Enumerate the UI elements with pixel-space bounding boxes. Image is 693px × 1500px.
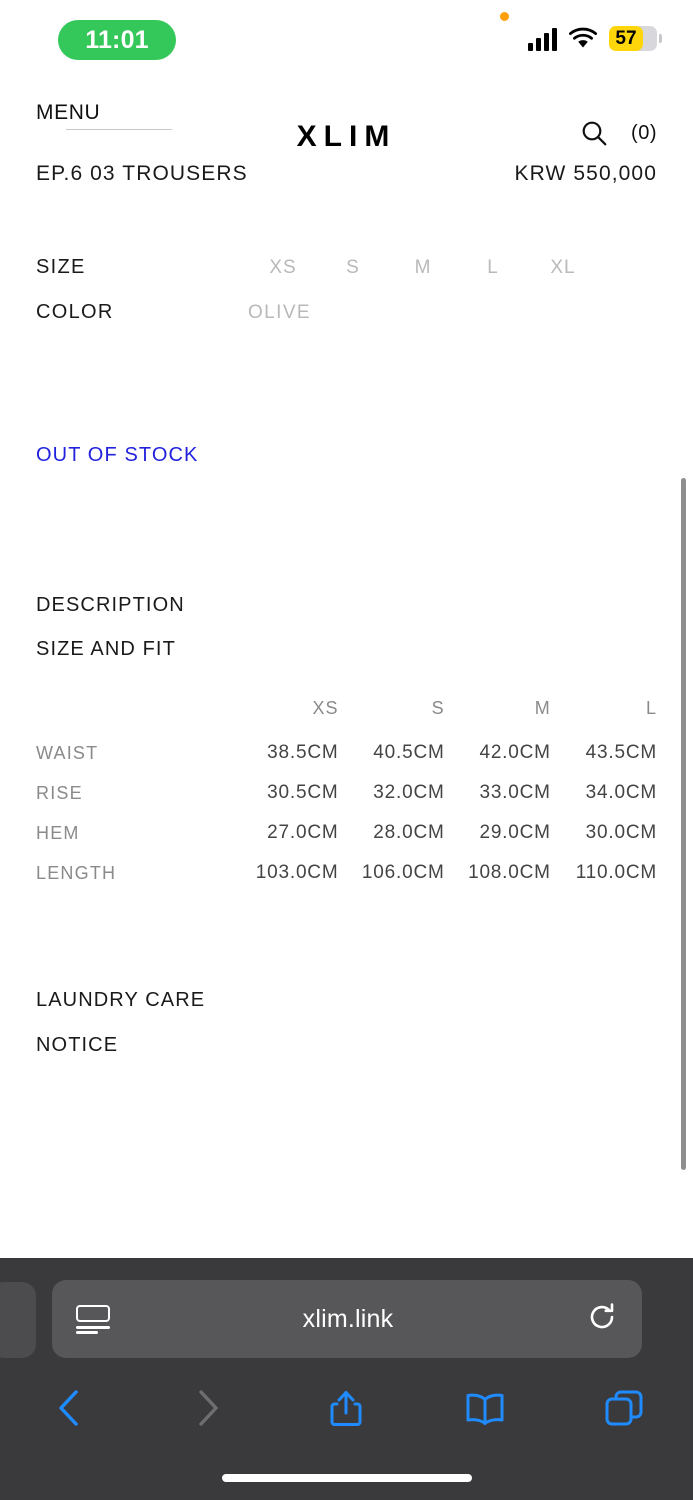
table-row	[36, 773, 657, 813]
table-row	[36, 813, 657, 853]
tabs-button[interactable]	[554, 1362, 693, 1456]
table-header-xs: XS	[312, 698, 339, 718]
status-clock: 11:01	[58, 20, 176, 60]
status-icons	[528, 26, 657, 51]
menu-button[interactable]: MENU	[36, 101, 101, 124]
web-page-content	[0, 78, 693, 1258]
home-indicator[interactable]	[222, 1474, 472, 1482]
table-row	[36, 853, 657, 893]
wifi-icon	[568, 27, 598, 51]
cell-rise-s: 32.0CM	[373, 782, 445, 803]
table-header-s: S	[431, 698, 445, 718]
cell-hem-s: 28.0CM	[373, 822, 445, 843]
browser-toolbar	[0, 1362, 693, 1456]
cell-length-xs: 103.0CM	[255, 862, 339, 883]
cart-count[interactable]: (0)	[631, 121, 657, 144]
reload-icon[interactable]	[586, 1301, 618, 1338]
search-icon[interactable]	[581, 120, 607, 146]
cell-length-m: 108.0CM	[468, 862, 551, 883]
row-label-rise: RISE	[36, 782, 83, 803]
size-options	[248, 257, 598, 279]
size-option-s[interactable]: S	[346, 256, 360, 278]
product-name: EP.6 03 TROUSERS	[36, 162, 248, 185]
status-bar	[0, 0, 693, 78]
cell-hem-l: 30.0CM	[585, 822, 657, 843]
share-button[interactable]	[277, 1362, 416, 1456]
table-header-row	[36, 698, 657, 733]
product-price: KRW 550,000	[514, 162, 657, 185]
header-actions	[581, 120, 657, 146]
section-size-and-fit[interactable]: SIZE AND FIT	[36, 638, 176, 660]
tabs-icon	[604, 1388, 644, 1431]
tab-strip	[0, 1258, 693, 1362]
cellular-signal-icon	[528, 27, 557, 51]
size-option-m[interactable]: M	[414, 256, 432, 278]
table-row	[36, 733, 657, 773]
cell-rise-m: 33.0CM	[479, 782, 551, 803]
section-description[interactable]: DESCRIPTION	[36, 594, 185, 616]
cell-rise-l: 34.0CM	[585, 782, 657, 803]
size-option-xl[interactable]: XL	[550, 256, 576, 278]
row-label-waist: WAIST	[36, 742, 99, 763]
recording-indicator-dot	[500, 12, 509, 21]
cell-waist-s: 40.5CM	[373, 742, 445, 763]
cell-length-s: 106.0CM	[361, 862, 445, 883]
battery-percent: 57	[615, 28, 637, 49]
reader-view-icon[interactable]	[76, 1305, 110, 1333]
cell-waist-l: 43.5CM	[585, 742, 657, 763]
table-header-blank	[36, 698, 232, 733]
size-selector-row	[36, 256, 657, 279]
url-text[interactable]: xlim.link	[302, 1304, 394, 1333]
cell-hem-m: 29.0CM	[479, 822, 551, 843]
color-option-olive[interactable]: OLIVE	[248, 301, 311, 323]
chevron-right-icon	[193, 1387, 223, 1432]
adjacent-tab[interactable]	[0, 1282, 36, 1358]
book-icon	[464, 1390, 506, 1429]
section-laundry-care[interactable]: LAUNDRY CARE	[36, 989, 206, 1011]
row-label-hem: HEM	[36, 822, 80, 843]
section-notice[interactable]: NOTICE	[36, 1034, 119, 1056]
cell-waist-xs: 38.5CM	[267, 742, 339, 763]
size-option-l[interactable]: L	[487, 256, 499, 278]
bookmarks-button[interactable]	[416, 1362, 555, 1456]
chevron-left-icon	[54, 1387, 84, 1432]
site-header	[36, 78, 657, 153]
table-header-m: M	[534, 698, 551, 718]
page-scrollbar[interactable]	[681, 478, 686, 1170]
product-title-row	[36, 162, 657, 186]
back-button[interactable]	[0, 1362, 139, 1456]
cell-waist-m: 42.0CM	[479, 742, 551, 763]
color-label: COLOR	[36, 301, 114, 323]
size-label: SIZE	[36, 256, 86, 278]
cell-length-l: 110.0CM	[575, 862, 657, 883]
site-logo[interactable]: XLIM	[296, 120, 397, 153]
row-label-length: LENGTH	[36, 862, 117, 883]
stock-status: OUT OF STOCK	[36, 444, 199, 466]
share-icon	[328, 1386, 364, 1433]
address-bar[interactable]	[52, 1280, 642, 1358]
forward-button[interactable]	[139, 1362, 278, 1456]
cell-rise-xs: 30.5CM	[267, 782, 339, 803]
size-option-xs[interactable]: XS	[269, 256, 297, 278]
table-header-l: L	[645, 698, 657, 718]
browser-chrome	[0, 1258, 693, 1500]
size-chart-table	[36, 698, 657, 893]
battery-icon	[609, 26, 657, 51]
cell-hem-xs: 27.0CM	[267, 822, 339, 843]
color-selector-row	[36, 301, 657, 324]
